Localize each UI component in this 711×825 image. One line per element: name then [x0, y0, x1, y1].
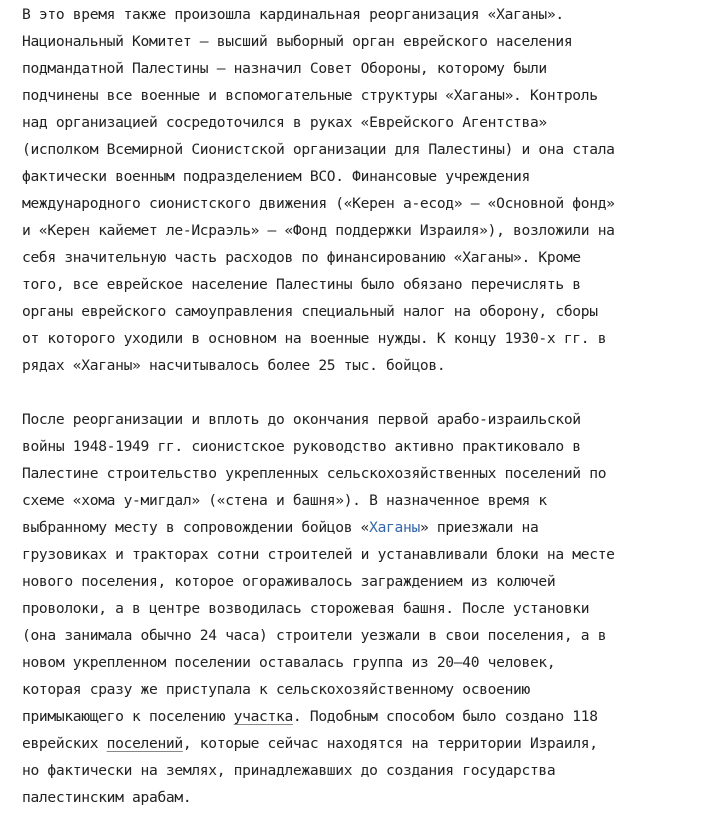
text-line: международного сионистского движения («Керен а-есод» – «Основной фонд» [22, 195, 615, 212]
text-line [22, 730, 711, 757]
text-fragment: » приезжали на [419, 519, 539, 536]
text-line: грузовиках и тракторах сотни строителей и устанавливали блоки на месте [22, 546, 615, 563]
text-line: рядах «Хаганы» насчитывалось более 25 тыс. бойцов. [22, 357, 446, 374]
text-fragment: . Подобным способом было создано 118 [292, 708, 598, 725]
text-line [22, 703, 711, 730]
text-line: новом укрепленном поселении оставалась группа из 20–40 человек, [22, 654, 556, 671]
article-text [22, 1, 711, 811]
text-line: В это время также произошла кардинальная реорганизация «Хаганы». [22, 6, 564, 23]
text-line: проволоки, а в центре возводилась сторожевая башня. После установки [22, 600, 590, 617]
text-line: которая сразу же приступала к сельскохозяйственному освоению [22, 681, 530, 698]
text-line: того, все еврейское население Палестины было обязано перечислять в [22, 276, 581, 293]
text-line: подмандатной Палестины — назначил Совет Обороны, которому были [22, 60, 547, 77]
text-line: фактически военным подразделением ВСО. Финансовые учреждения [22, 168, 530, 185]
text-line: палестинским арабам. [22, 789, 192, 806]
paragraph-reorganization [22, 1, 711, 379]
text-line: нового поселения, которое огораживалось заграждением из колючей [22, 573, 556, 590]
text-line: и «Керен кайемет ле-Исраэль» – «Фонд поддержки Израиля»), возложили на [22, 222, 615, 239]
link-plot[interactable]: участка [233, 708, 293, 725]
text-line [22, 514, 711, 541]
text-line: органы еврейского самоуправления специальный налог на оборону, сборы [22, 303, 598, 320]
text-fragment: примыкающего к поселению [22, 708, 234, 725]
text-line: Палестине строительство укрепленных сельскохозяйственных поселений по [22, 465, 607, 482]
paragraph-settlements [22, 406, 711, 811]
text-line: себя значительную часть расходов по финансированию «Хаганы». Кроме [22, 249, 581, 266]
text-line: схеме «хома у-мигдал» («стена и башня»). В назначенное время к [22, 492, 547, 509]
text-line: (она занимала обычно 24 часа) строители уезжали в свои поселения, а в [22, 627, 607, 644]
text-line: войны 1948-1949 гг. сионистское руководство активно практиковало в [22, 438, 581, 455]
text-fragment: еврейских [22, 735, 107, 752]
link-hagana[interactable]: Хаганы [369, 519, 420, 536]
text-fragment: выбранному месту в сопровождении бойцов « [22, 519, 370, 536]
text-line: но фактически на землях, принадлежавших до создания государства [22, 762, 556, 779]
link-settlements[interactable]: поселений [106, 735, 183, 752]
text-fragment: , которые сейчас находятся на территории Израиля, [182, 735, 598, 752]
text-line: Национальный Комитет — высший выборный орган еврейского населения [22, 33, 573, 50]
text-line: После реорганизации и вплоть до окончания первой арабо-израильской [22, 411, 581, 428]
text-line: подчинены все военные и вспомогательные структуры «Хаганы». Контроль [22, 87, 598, 104]
text-line: от которого уходили в основном на военные нужды. К концу 1930-х гг. в [22, 330, 607, 347]
text-line: над организацией сосредоточился в руках «Еврейского Агентства» [22, 114, 547, 131]
text-line: (исполком Всемирной Сионистской организации для Палестины) и она стала [22, 141, 615, 158]
